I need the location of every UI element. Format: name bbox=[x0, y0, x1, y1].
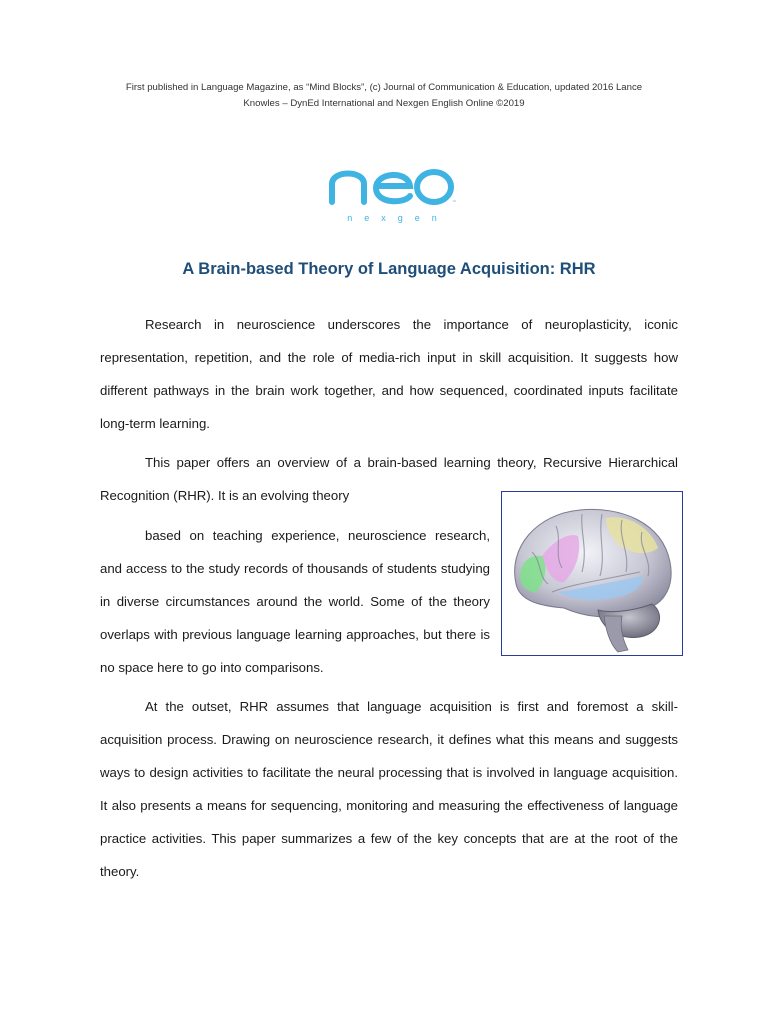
neo-logo-icon bbox=[326, 158, 462, 210]
paragraph-2-continued: based on teaching experience, neuroscience research, and access to the study records of thousands of students studying in diverse circumstances around the world. Some of the theory overlaps with previous language learning approaches, but there is no space here to go into comparisons. bbox=[100, 528, 490, 675]
nexgen-logo bbox=[326, 158, 462, 228]
credit-line-1: First published in Language Magazine, as “Mind Blocks”, (c) Journal of Communication & Education, updated 2016 Lance bbox=[125, 82, 643, 93]
brain-figure bbox=[501, 491, 683, 656]
document-title: A Brain-based Theory of Language Acquisition: RHR bbox=[182, 260, 596, 278]
credit-line-2: Knowles – DynEd International and Nexgen English Online ©2019 bbox=[243, 98, 525, 109]
paragraph-2: This paper offers an overview of a brain-based learning theory, Recursive Hierarchical Recognition (RHR). It is an evolving theory bbox=[100, 455, 678, 503]
brain-illustration-icon bbox=[502, 492, 682, 655]
logo-subtitle: nexgen bbox=[347, 213, 449, 223]
paragraph-1: Research in neuroscience underscores the importance of neuroplasticity, iconic representation, repetition, and the role of media-rich input in skill acquisition. It suggests how different pathways in the brain work together, and how sequenced, coordinated inputs facilitate long-term learning. bbox=[100, 317, 678, 431]
paragraph-3: At the outset, RHR assumes that language acquisition is first and foremost a skill-acquisition process. Drawing on neuroscience research, it defines what this means and suggests ways to design activities to facilitate the neural processing that is involved in language acquisition. It also presents a means for sequencing, monitoring and measuring the effectiveness of language practice activities. This paper summarizes a few of the key concepts that are at the root of the theory. bbox=[100, 699, 678, 879]
svg-text:™: ™ bbox=[452, 200, 457, 206]
publication-credit bbox=[90, 80, 678, 112]
